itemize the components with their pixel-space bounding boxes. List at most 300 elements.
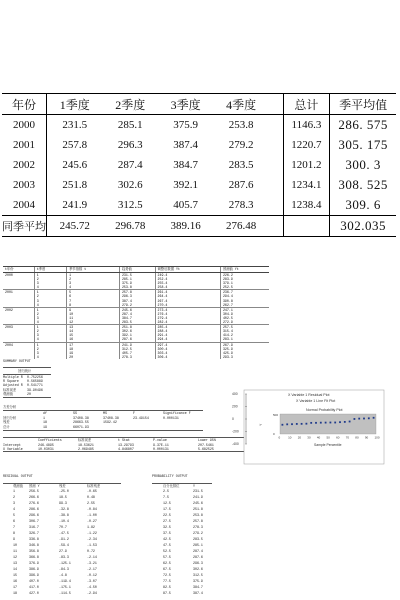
residual-cell: 326.7 bbox=[29, 531, 39, 535]
residual-cell: 18.5 bbox=[59, 495, 67, 499]
year-cell: 2002 bbox=[2, 155, 47, 175]
detail-cell: 2 bbox=[67, 277, 120, 281]
anova-header: df bbox=[43, 411, 47, 415]
detail-cell: 4 bbox=[34, 303, 66, 308]
average-row bbox=[2, 216, 396, 237]
residual-cell: 253.8 bbox=[193, 513, 203, 517]
residual-cell: 82.5 bbox=[163, 585, 171, 589]
detail-cell: 262.7 bbox=[220, 303, 269, 308]
detail-cell: 17 bbox=[67, 342, 120, 347]
anova-cell: 1 bbox=[43, 416, 45, 420]
detail-cell: 282.4 bbox=[155, 320, 220, 325]
detail-cell: 2 bbox=[34, 294, 66, 298]
detail-cell: 384.7 bbox=[119, 316, 155, 320]
residual-cell: -1.00 bbox=[87, 513, 97, 517]
anova-cell: 回归分析 bbox=[3, 416, 17, 420]
table-row bbox=[2, 135, 396, 155]
residual-cell: -2.14 bbox=[87, 555, 97, 559]
detail-cell: 287.6 bbox=[119, 337, 155, 342]
residual-cell: 276.6 bbox=[29, 501, 39, 505]
residual-cell: 296.6 bbox=[29, 513, 39, 517]
residual-header: 标准残差 bbox=[87, 484, 101, 488]
residual-cell: 407.0 bbox=[29, 579, 39, 583]
residual-cell: 12.5 bbox=[163, 501, 171, 505]
q1-cell: 251.8 bbox=[62, 179, 88, 191]
anova-cell: 23.49154 bbox=[133, 416, 149, 420]
detail-cell: 2 bbox=[34, 347, 66, 351]
residual-cell: 13 bbox=[13, 561, 17, 565]
residual-cell: 22.5 bbox=[163, 513, 171, 517]
detail-cell: 8 bbox=[67, 303, 120, 308]
residual-cell: 67.5 bbox=[163, 567, 171, 571]
q2-cell: 296.3 bbox=[117, 139, 143, 151]
normal-plot-point bbox=[320, 422, 322, 424]
total-cell: 1146.3 bbox=[283, 115, 330, 136]
total-average bbox=[283, 216, 330, 237]
residual-cell: 5 bbox=[13, 513, 15, 517]
detail-header: 预测值 Yt bbox=[220, 267, 269, 273]
detail-cell: 1 bbox=[34, 325, 66, 330]
detail-cell: 294.4 bbox=[220, 294, 269, 298]
q1-cell: 231.5 bbox=[62, 119, 88, 131]
detail-cell: 19 bbox=[67, 351, 120, 355]
anova-title: 方差分析 bbox=[3, 405, 17, 409]
average-cell: 308. 525 bbox=[338, 177, 388, 192]
detail-cell: 3 bbox=[34, 351, 66, 355]
residual-cell: 32.5 bbox=[163, 525, 171, 529]
coef-cell: X Variable bbox=[3, 446, 23, 451]
residual-cell: -83.3 bbox=[59, 555, 69, 559]
residual-cell: -0.12 bbox=[87, 573, 97, 577]
detail-cell: 245.6 bbox=[119, 307, 155, 312]
q2-cell: 302.6 bbox=[117, 179, 143, 191]
residual-cell: 18 bbox=[13, 591, 17, 595]
summary-title: SUMMARY OUTPUT bbox=[3, 359, 31, 363]
stat-cell: Adjusted R bbox=[3, 383, 23, 388]
header-total: 总计 bbox=[283, 94, 330, 115]
normal-plot-point bbox=[349, 421, 351, 423]
detail-body bbox=[3, 273, 269, 359]
stat-cell: 观测值 bbox=[3, 391, 13, 396]
detail-cell: 7 bbox=[67, 299, 120, 303]
residual-output-title: RESIDUAL OUTPUT bbox=[3, 474, 33, 478]
probability-header: Y bbox=[193, 484, 195, 488]
total-cell: 1201.2 bbox=[283, 155, 330, 175]
normal-plot-point bbox=[373, 417, 375, 419]
detail-cell: 302.6 bbox=[119, 329, 155, 333]
residual-cell: 7 bbox=[13, 525, 15, 529]
detail-cell: 283.1 bbox=[220, 337, 269, 342]
year-cell: 2000 bbox=[2, 115, 47, 136]
residual-cell: 346.8 bbox=[29, 543, 39, 547]
residual-y-tick-label: -400 bbox=[232, 442, 239, 447]
detail-cell: 226.2 bbox=[220, 273, 269, 278]
residual-cell: 312.5 bbox=[193, 573, 203, 577]
detail-cell: 3 bbox=[34, 281, 66, 285]
residual-cell: 77.5 bbox=[163, 579, 171, 583]
residual-cell: 266.6 bbox=[29, 495, 39, 499]
stat-cell: Multiple R bbox=[3, 375, 23, 379]
detail-cell: 267.4 bbox=[155, 299, 220, 303]
divider bbox=[3, 430, 203, 431]
residual-cell: 375.9 bbox=[193, 579, 203, 583]
residual-cell: -175.1 bbox=[59, 585, 71, 589]
detail-cell: 3 bbox=[34, 333, 66, 337]
overall-average: 302.035 bbox=[330, 216, 396, 237]
residual-cell: -119.4 bbox=[59, 579, 71, 583]
normal-y-tick-label: 500 bbox=[273, 413, 279, 417]
detail-header: 趋势值 bbox=[119, 267, 155, 273]
residual-header: 残差 bbox=[59, 484, 66, 488]
header-q2: 2季度 bbox=[102, 94, 157, 115]
normal-plot-point bbox=[330, 422, 332, 424]
coef-header: P-value bbox=[153, 438, 167, 442]
anova-cell: 18 bbox=[43, 420, 47, 425]
residual-cell: 17 bbox=[13, 585, 17, 589]
residual-cell: 99.3 bbox=[59, 501, 67, 505]
residual-cell: 37.5 bbox=[163, 531, 171, 535]
residual-cell: 316.7 bbox=[29, 525, 39, 529]
stat-cell: 标准误差 bbox=[3, 387, 17, 392]
q3-cell: 375.9 bbox=[173, 119, 199, 131]
residual-cell: 11 bbox=[13, 549, 17, 553]
anova-header: F bbox=[133, 411, 135, 415]
residual-cell: -114.5 bbox=[59, 591, 71, 595]
line-fit-plot-title: X Variable 1 Line Fit Plot bbox=[296, 399, 336, 403]
detail-cell: 2 bbox=[34, 312, 66, 316]
detail-cell: 285.4 bbox=[155, 325, 220, 330]
normal-plot-point bbox=[286, 423, 288, 425]
detail-cell: 241.9 bbox=[119, 342, 155, 347]
detail-cell: 425.9 bbox=[220, 351, 269, 355]
detail-cell: 272.9 bbox=[220, 320, 269, 325]
detail-cell: 270.4 bbox=[155, 303, 220, 308]
detail-cell: 1 bbox=[34, 307, 66, 312]
detail-table bbox=[3, 266, 269, 359]
detail-cell: 283.5 bbox=[119, 320, 155, 325]
detail-cell: 315.4 bbox=[220, 329, 269, 333]
detail-cell: 279.2 bbox=[119, 303, 155, 308]
detail-cell: 252.4 bbox=[155, 277, 220, 281]
detail-cell: 279.4 bbox=[155, 316, 220, 320]
stat-cell: 39.90496 bbox=[27, 387, 43, 392]
normal-x-tick-label: 10 bbox=[288, 435, 292, 440]
residual-cell: -25.0 bbox=[59, 489, 69, 493]
residual-cell: 2 bbox=[13, 495, 15, 499]
residual-cell: 287.6 bbox=[193, 555, 203, 559]
gap-cell bbox=[269, 155, 283, 175]
stat-cell: 0.541771 bbox=[27, 383, 43, 388]
residual-cell: 427.0 bbox=[29, 591, 39, 595]
residual-cell: 387.4 bbox=[193, 591, 203, 595]
detail-cell: 285.1 bbox=[119, 277, 155, 281]
detail-cell: 15 bbox=[67, 333, 120, 337]
normal-plot-point bbox=[339, 421, 341, 423]
residual-cell: 245.6 bbox=[193, 501, 203, 505]
detail-header: t年份 bbox=[3, 267, 34, 273]
residual-cell: 4 bbox=[13, 507, 15, 511]
detail-cell: 273.4 bbox=[155, 307, 220, 312]
normal-x-tick-label: 40 bbox=[316, 435, 321, 440]
residual-cell: 386.9 bbox=[29, 567, 39, 571]
residual-cell: 0.72 bbox=[87, 549, 95, 553]
header-quarter-average: 季平均值 bbox=[330, 94, 396, 115]
detail-row bbox=[3, 355, 269, 359]
detail-cell: 1 bbox=[34, 342, 66, 347]
residual-cell: -0.27 bbox=[87, 519, 97, 523]
q1-cell: 245.6 bbox=[62, 159, 88, 171]
q3-average: 389.16 bbox=[158, 216, 213, 237]
detail-cell: 249.4 bbox=[155, 273, 220, 278]
year-cell: 2003 bbox=[2, 175, 47, 195]
detail-cell: 375.9 bbox=[119, 281, 155, 285]
residual-cell: -47.5 bbox=[59, 531, 69, 535]
detail-cell: 4 bbox=[34, 337, 66, 342]
residual-cell: 286.6 bbox=[29, 507, 39, 511]
detail-cell: 9 bbox=[67, 307, 120, 312]
residual-cell: 14 bbox=[13, 567, 17, 571]
detail-cell: 390.8 bbox=[220, 299, 269, 303]
residual-cell: -3.21 bbox=[87, 561, 97, 565]
residual-cell: 231.5 bbox=[193, 489, 203, 493]
residual-cell: 241.9 bbox=[193, 495, 203, 499]
stat-cell: 0.565889 bbox=[27, 379, 43, 384]
residual-cell: -0.65 bbox=[87, 489, 97, 493]
normal-plot-point bbox=[354, 418, 356, 420]
detail-cell: 296.3 bbox=[119, 294, 155, 298]
residual-cell: 417.0 bbox=[29, 585, 39, 589]
residual-cell: 8 bbox=[13, 531, 15, 535]
stat-cell: R Square bbox=[3, 379, 19, 384]
residual-cell: 384.7 bbox=[193, 585, 203, 589]
detail-cell: 291.4 bbox=[155, 333, 220, 337]
residual-cell: 2.55 bbox=[87, 501, 95, 505]
gap-cell bbox=[269, 115, 283, 136]
detail-cell: 4 bbox=[34, 355, 66, 359]
normal-x-tick-label: 20 bbox=[297, 435, 302, 440]
coef-cell: 2.069485 bbox=[78, 446, 94, 451]
anova-cell: 37408.38 bbox=[103, 416, 119, 420]
detail-cell: 405.7 bbox=[119, 351, 155, 355]
q3-cell: 384.7 bbox=[173, 159, 199, 171]
residual-header: 观测值 bbox=[13, 484, 23, 488]
residual-cell: 296.3 bbox=[193, 561, 203, 565]
detail-cell: 255.4 bbox=[155, 281, 220, 285]
year-cell: 2004 bbox=[2, 195, 47, 216]
detail-cell: 1 bbox=[34, 290, 66, 295]
divider bbox=[3, 367, 51, 368]
coef-cell: 18.53621 bbox=[78, 442, 94, 447]
average-cell: 286. 575 bbox=[338, 117, 388, 132]
gap-cell bbox=[269, 175, 283, 195]
q2-cell: 287.4 bbox=[117, 159, 143, 171]
q4-cell: 287.6 bbox=[228, 179, 254, 191]
detail-cell: 264.4 bbox=[155, 294, 220, 298]
detail-cell: 3 bbox=[34, 299, 66, 303]
detail-cell: 2003 bbox=[3, 325, 34, 330]
residual-plot-title: X Variable 1 Residual Plot bbox=[288, 393, 330, 397]
detail-header: t季度 bbox=[34, 267, 66, 273]
residual-y-tick-label: 200 bbox=[232, 404, 238, 409]
residual-cell: 47.5 bbox=[163, 543, 171, 547]
detail-cell: 2000 bbox=[5, 273, 13, 277]
detail-cell: 303.4 bbox=[155, 351, 220, 355]
coef-cell: 9.37E-11 bbox=[153, 442, 169, 447]
anova-header: Significance F bbox=[163, 411, 191, 415]
total-cell: 1238.4 bbox=[283, 195, 330, 216]
q2-average: 296.78 bbox=[102, 216, 157, 237]
coef-cell: 10.03031 bbox=[38, 446, 54, 451]
detail-cell: 261.4 bbox=[155, 290, 220, 295]
residual-cell: -2.17 bbox=[87, 567, 97, 571]
anova-cell: 1592.42 bbox=[103, 420, 117, 425]
header-q1: 1季度 bbox=[47, 94, 103, 115]
residual-cell: -3.07 bbox=[87, 579, 97, 583]
divider bbox=[3, 397, 51, 398]
detail-cell: 3 bbox=[34, 316, 66, 320]
anova-cell: 66071.93 bbox=[73, 424, 89, 429]
detail-cell: 387.4 bbox=[119, 299, 155, 303]
q4-cell: 283.5 bbox=[228, 159, 254, 171]
total-cell: 1220.7 bbox=[283, 135, 330, 155]
divider bbox=[152, 483, 212, 484]
q3-cell: 405.7 bbox=[173, 199, 199, 211]
charts-area bbox=[228, 388, 388, 468]
detail-cell: 6 bbox=[67, 294, 120, 298]
q2-cell: 285.1 bbox=[117, 119, 143, 131]
detail-cell: 4 bbox=[67, 285, 120, 290]
residual-cell: 9 bbox=[13, 537, 15, 541]
residual-cell: -1.22 bbox=[87, 531, 97, 535]
detail-cell: 14 bbox=[67, 329, 120, 333]
residual-cell: 257.8 bbox=[193, 519, 203, 523]
detail-cell: 231.5 bbox=[119, 273, 155, 278]
coef-header: Lower 95% bbox=[198, 438, 216, 442]
q1-average: 245.72 bbox=[47, 216, 103, 237]
residual-cell: 278.3 bbox=[193, 525, 203, 529]
anova-header: MS bbox=[103, 411, 107, 415]
normal-plot-point bbox=[282, 424, 284, 426]
residual-cell: 1 bbox=[13, 489, 15, 493]
normal-x-tick-label: 70 bbox=[345, 435, 350, 440]
detail-cell: 3 bbox=[67, 281, 120, 285]
detail-cell: 306.4 bbox=[155, 355, 220, 359]
detail-cell: 278.3 bbox=[119, 355, 155, 359]
residual-cell: 3 bbox=[13, 501, 15, 505]
residual-cell: -2.94 bbox=[87, 591, 97, 595]
residual-cell: 7.5 bbox=[163, 495, 169, 499]
detail-cell: 304.9 bbox=[220, 312, 269, 316]
q1-cell: 257.8 bbox=[62, 139, 88, 151]
stat-cell: 20 bbox=[27, 391, 31, 396]
detail-header: 季节指数 t bbox=[67, 267, 120, 273]
residual-cell: 256.5 bbox=[29, 489, 39, 493]
average-cell: 305. 175 bbox=[338, 137, 388, 152]
residual-y-tick-label: -200 bbox=[232, 429, 239, 434]
residual-y-tick-label: 400 bbox=[232, 392, 238, 397]
coef-header: 标准误差 bbox=[78, 438, 92, 442]
detail-cell: 283.9 bbox=[220, 277, 269, 281]
table-row bbox=[2, 175, 396, 195]
residual-cell: 16 bbox=[13, 579, 17, 583]
normal-x-tick-label: 100 bbox=[374, 435, 380, 440]
residual-cell: 87.5 bbox=[163, 591, 171, 595]
coef-cell: 4.846807 bbox=[118, 446, 134, 451]
normal-plot-title: Normal Probability Plot bbox=[306, 408, 343, 412]
residual-cell: 52.5 bbox=[163, 549, 171, 553]
detail-cell: 10 bbox=[67, 312, 120, 316]
normal-plot-xlabel: Sample Percentile bbox=[314, 443, 342, 447]
normal-plot-point bbox=[291, 423, 293, 425]
residual-cell: 42.5 bbox=[163, 537, 171, 541]
detail-cell: 287.4 bbox=[119, 312, 155, 316]
residual-cell: 70.7 bbox=[59, 525, 67, 529]
q3-cell: 392.1 bbox=[173, 179, 199, 191]
residual-cell: 17.5 bbox=[163, 507, 171, 511]
stat-cell: 0.752256 bbox=[27, 375, 43, 379]
average-cell: 300. 3 bbox=[345, 157, 381, 172]
detail-cell: 16 bbox=[67, 337, 120, 342]
residual-cell: -32.8 bbox=[59, 507, 69, 511]
average-cell: 309. 6 bbox=[345, 197, 381, 212]
residual-cell: 62.5 bbox=[163, 561, 171, 565]
residual-cell: 15 bbox=[13, 573, 17, 577]
detail-cell: 252.5 bbox=[220, 285, 269, 290]
coef-cell: Intercept bbox=[3, 442, 21, 447]
residual-cell: 376.9 bbox=[29, 561, 39, 565]
detail-cell: 402.5 bbox=[220, 316, 269, 320]
detail-cell: 1 bbox=[67, 273, 120, 278]
anova-header: SS bbox=[73, 411, 77, 415]
normal-plot-point bbox=[325, 422, 327, 424]
total-cell: 1234.1 bbox=[283, 175, 330, 195]
residual-header: 预测 Y bbox=[29, 484, 40, 488]
normal-plot-point bbox=[296, 423, 298, 425]
normal-plot-point bbox=[368, 417, 370, 419]
residual-cell: 57.5 bbox=[163, 555, 171, 559]
residual-cell: 302.6 bbox=[193, 567, 203, 571]
detail-cell: 294.4 bbox=[155, 337, 220, 342]
coef-cell: 5.682525 bbox=[198, 446, 214, 451]
detail-cell: 13 bbox=[67, 325, 120, 330]
detail-cell: 253.8 bbox=[119, 285, 155, 290]
normal-plot-point bbox=[310, 422, 312, 424]
detail-cell: 300.4 bbox=[155, 347, 220, 351]
detail-cell: 414.2 bbox=[220, 333, 269, 337]
header-year: 年份 bbox=[2, 94, 47, 115]
normal-plot-point bbox=[306, 423, 308, 425]
residual-cell: 283.5 bbox=[193, 537, 203, 541]
residual-cell: 279.2 bbox=[193, 531, 203, 535]
detail-cell: 276.4 bbox=[155, 312, 220, 316]
quarterly-table bbox=[2, 93, 396, 237]
coef-cell: 246.4895 bbox=[38, 442, 54, 447]
average-row-label: 同季平均 bbox=[2, 216, 47, 237]
coef-header: t Stat bbox=[118, 438, 130, 442]
normal-x-tick-label: 50 bbox=[326, 435, 330, 440]
detail-cell: 236.7 bbox=[220, 290, 269, 295]
header-q4: 4季度 bbox=[213, 94, 268, 115]
normal-x-tick-label: 30 bbox=[307, 435, 311, 440]
table-row bbox=[2, 155, 396, 175]
normal-plot-point bbox=[334, 422, 336, 424]
table-row bbox=[2, 195, 396, 216]
q4-cell: 279.2 bbox=[228, 139, 254, 151]
anova-cell: 28663.55 bbox=[73, 420, 89, 425]
detail-cell: 258.4 bbox=[155, 285, 220, 290]
detail-cell: 2004 bbox=[3, 342, 34, 347]
detail-cell: 257.5 bbox=[220, 325, 269, 330]
